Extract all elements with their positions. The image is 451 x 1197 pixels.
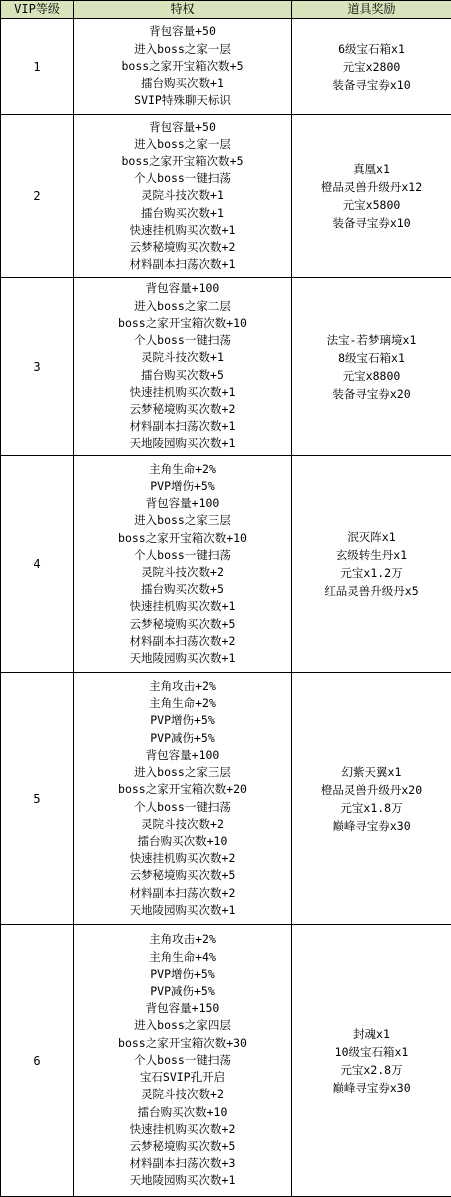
table-row [1,925,451,1197]
privilege-item: PVP减伤+5% [74,983,291,1000]
privilege-item: 主角生命+4% [74,949,291,966]
vip-level-cell: 1 [1,19,74,115]
privilege-item: 材料副本扫荡次数+1 [74,418,291,435]
privilege-item: 进入boss之家三层 [74,764,291,781]
privilege-item: 进入boss之家四层 [74,1017,291,1034]
reward-item: 元宝x1.2万 [292,564,451,582]
privilege-item: 主角生命+2% [74,695,291,712]
privileges-cell [74,278,292,456]
vip-level-cell: 4 [1,456,74,673]
privilege-item: PVP增伤+5% [74,478,291,495]
table-row [1,456,451,673]
privilege-item: 进入boss之家一层 [74,136,291,153]
privileges-cell [74,925,292,1197]
reward-item: 元宝x5800 [292,196,451,214]
reward-item: 元宝x8800 [292,367,451,385]
reward-item: 巅峰寻宝券x30 [292,817,451,835]
table-row [1,115,451,278]
privilege-item: 云梦秘境购买次数+5 [74,616,291,633]
privilege-item: 灵院斗技次数+1 [74,187,291,204]
privilege-item: 擂台购买次数+5 [74,581,291,598]
privilege-item: 材料副本扫荡次数+3 [74,1155,291,1172]
privileges-cell [74,115,292,278]
privilege-item: PVP减伤+5% [74,730,291,747]
rewards-cell [292,19,451,115]
header-privileges: 特权 [74,1,292,19]
header-rewards: 道具奖励 [292,1,451,19]
privilege-item: PVP增伤+5% [74,966,291,983]
privilege-item: 擂台购买次数+1 [74,75,291,92]
privileges-cell [74,456,292,673]
privilege-item: boss之家开宝箱次数+10 [74,315,291,332]
reward-item: 橙品灵兽升级丹x12 [292,178,451,196]
privilege-item: 擂台购买次数+10 [74,1104,291,1121]
privilege-item: 云梦秘境购买次数+2 [74,239,291,256]
privilege-item: 快速挂机购买次数+1 [74,598,291,615]
rewards-cell [292,456,451,673]
reward-item: 装备寻宝券x10 [292,214,451,232]
reward-item: 元宝x1.8万 [292,799,451,817]
table-row [1,19,451,115]
privilege-item: 天地陵园购买次数+1 [74,1172,291,1189]
privilege-item: 擂台购买次数+10 [74,833,291,850]
privilege-item: 进入boss之家一层 [74,41,291,58]
reward-item: 真凰x1 [292,160,451,178]
reward-item: 泯灭阵x1 [292,528,451,546]
privilege-item: 进入boss之家三层 [74,512,291,529]
privilege-item: boss之家开宝箱次数+30 [74,1035,291,1052]
header-level: VIP等级 [1,1,74,19]
rewards-cell [292,673,451,925]
privilege-item: 个人boss一键扫荡 [74,332,291,349]
privilege-item: boss之家开宝箱次数+10 [74,530,291,547]
privilege-item: 快速挂机购买次数+1 [74,384,291,401]
privilege-item: 主角生命+2% [74,461,291,478]
privilege-item: 灵院斗技次数+1 [74,349,291,366]
privilege-item: PVP增伤+5% [74,712,291,729]
privilege-item: 擂台购买次数+5 [74,367,291,384]
privilege-item: 材料副本扫荡次数+2 [74,885,291,902]
reward-item: 6级宝石箱x1 [292,40,451,58]
vip-level-cell: 2 [1,115,74,278]
vip-level-cell: 6 [1,925,74,1197]
table-row [1,673,451,925]
rewards-cell [292,278,451,456]
privilege-item: 个人boss一键扫荡 [74,170,291,187]
privilege-item: 个人boss一键扫荡 [74,799,291,816]
privilege-item: 快速挂机购买次数+2 [74,1121,291,1138]
reward-item: 封魂x1 [292,1025,451,1043]
privilege-item: SVIP特殊聊天标识 [74,92,291,109]
privileges-cell [74,19,292,115]
privilege-item: 云梦秘境购买次数+2 [74,401,291,418]
privilege-item: 快速挂机购买次数+1 [74,222,291,239]
privilege-item: boss之家开宝箱次数+5 [74,153,291,170]
reward-item: 装备寻宝券x10 [292,76,451,94]
privilege-item: 天地陵园购买次数+1 [74,650,291,667]
vip-level-cell: 3 [1,278,74,456]
reward-item: 元宝x2800 [292,58,451,76]
rewards-cell [292,115,451,278]
privilege-item: 背包容量+50 [74,23,291,40]
reward-item: 红品灵兽升级丹x5 [292,582,451,600]
table-body [1,19,451,1197]
privilege-item: 背包容量+100 [74,495,291,512]
header-row [1,1,451,19]
reward-item: 玄级转生丹x1 [292,546,451,564]
vip-level-cell: 5 [1,673,74,925]
privilege-item: 灵院斗技次数+2 [74,816,291,833]
reward-item: 装备寻宝券x20 [292,385,451,403]
privilege-item: 个人boss一键扫荡 [74,547,291,564]
reward-item: 幻紫天翼x1 [292,763,451,781]
privilege-item: 天地陵园购买次数+1 [74,435,291,452]
privilege-item: 背包容量+100 [74,747,291,764]
table-row [1,278,451,456]
rewards-cell [292,925,451,1197]
reward-item: 10级宝石箱x1 [292,1043,451,1061]
privilege-item: 云梦秘境购买次数+5 [74,867,291,884]
reward-item: 橙品灵兽升级丹x20 [292,781,451,799]
privilege-item: 天地陵园购买次数+1 [74,902,291,919]
reward-item: 法宝-若梦璃境x1 [292,331,451,349]
privilege-item: 个人boss一键扫荡 [74,1052,291,1069]
privilege-item: 快速挂机购买次数+2 [74,850,291,867]
privilege-item: 宝石SVIP孔开启 [74,1069,291,1086]
reward-item: 8级宝石箱x1 [292,349,451,367]
privilege-item: boss之家开宝箱次数+5 [74,58,291,75]
privilege-item: 灵院斗技次数+2 [74,1086,291,1103]
privilege-item: 主角攻击+2% [74,931,291,948]
privilege-item: 云梦秘境购买次数+5 [74,1138,291,1155]
privilege-item: 进入boss之家二层 [74,298,291,315]
privilege-item: 灵院斗技次数+2 [74,564,291,581]
reward-item: 元宝x2.8万 [292,1061,451,1079]
privilege-item: 背包容量+150 [74,1000,291,1017]
privilege-item: 擂台购买次数+1 [74,205,291,222]
privilege-item: 主角攻击+2% [74,678,291,695]
privilege-item: 材料副本扫荡次数+2 [74,633,291,650]
privilege-item: boss之家开宝箱次数+20 [74,781,291,798]
privileges-cell [74,673,292,925]
privilege-item: 背包容量+100 [74,280,291,297]
privilege-item: 背包容量+50 [74,119,291,136]
reward-item: 巅峰寻宝券x30 [292,1079,451,1097]
privilege-item: 材料副本扫荡次数+1 [74,256,291,273]
